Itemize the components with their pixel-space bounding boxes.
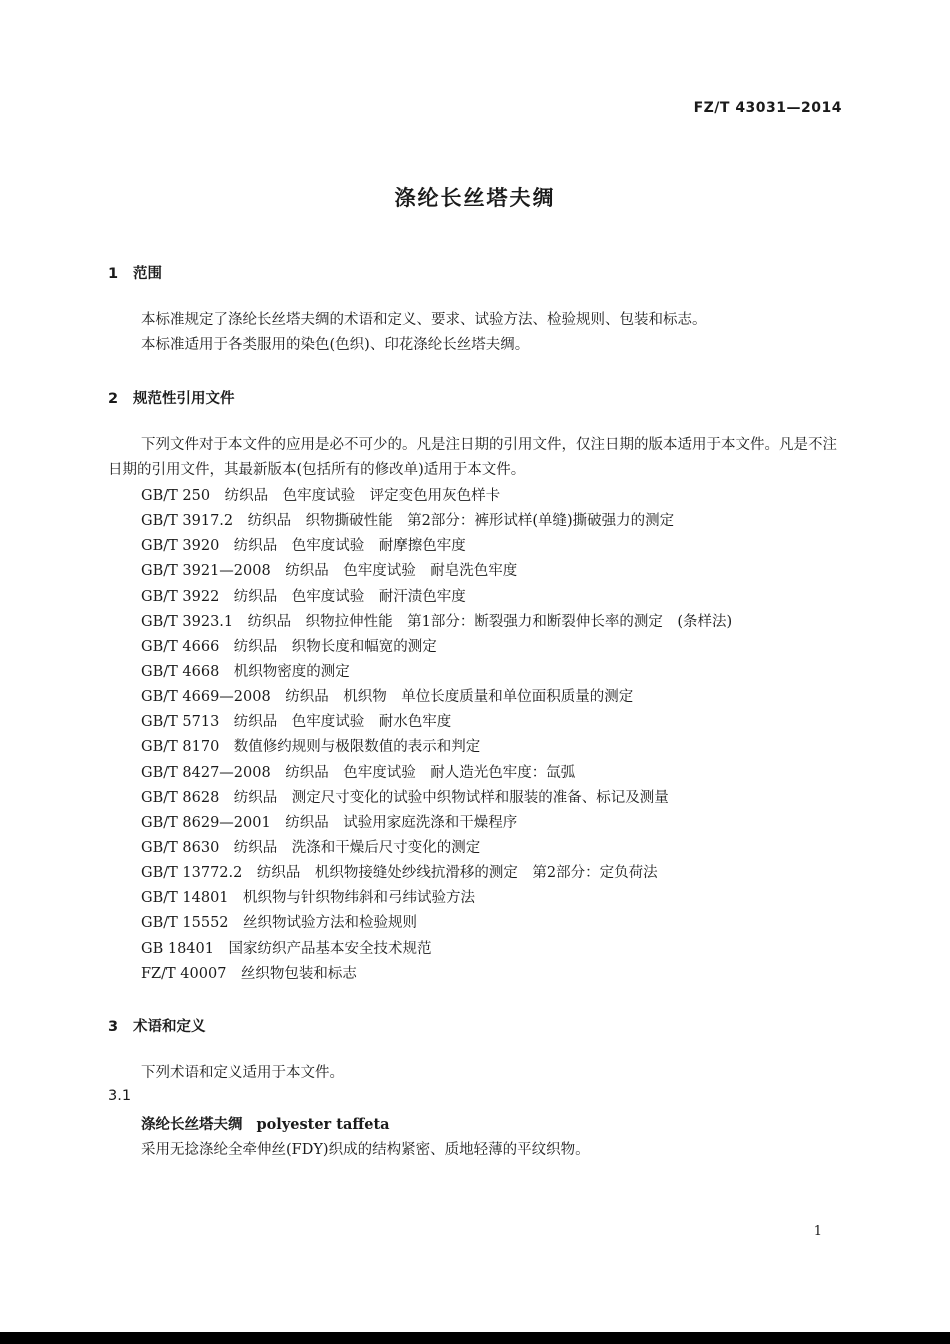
section-3-heading	[108, 1015, 206, 1036]
section-number: 1	[108, 266, 119, 282]
page-number: 1	[813, 1224, 822, 1239]
section-number: 3	[108, 1019, 119, 1035]
reference-item: GB/T 4669—2008 纺织品 机织物 单位长度质量和单位面积质量的测定	[141, 689, 634, 706]
section-1-heading	[108, 262, 162, 283]
reference-item: GB/T 3920 纺织品 色牢度试验 耐摩擦色牢度	[141, 538, 466, 555]
reference-item: GB/T 3922 纺织品 色牢度试验 耐汗渍色牢度	[141, 588, 466, 605]
scope-paragraph-2: 本标准适用于各类服用的染色(色织)、印花涤纶长丝塔夫绸。	[141, 337, 530, 353]
reference-item: GB/T 3923.1 纺织品 织物拉伸性能 第1部分：断裂强力和断裂伸长率的测定 (条样法)	[141, 613, 733, 630]
section-2-heading	[108, 387, 235, 408]
reference-item: FZ/T 40007 丝织物包装和标志	[141, 965, 357, 982]
reference-item: GB/T 4668 机织物密度的测定	[141, 663, 350, 680]
reference-item: GB/T 8630 纺织品 洗涤和干燥后尺寸变化的测定	[141, 839, 481, 856]
standard-code: FZ/T 43031—2014	[693, 100, 842, 116]
normative-references-list	[141, 484, 732, 987]
term-name	[141, 1113, 390, 1134]
reference-item: GB/T 8628 纺织品 测定尺寸变化的试验中织物试样和服装的准备、标记及测量	[141, 789, 669, 806]
term-number: 3.1	[108, 1088, 132, 1104]
reference-item: GB/T 3921—2008 纺织品 色牢度试验 耐皂洗色牢度	[141, 563, 518, 580]
scope-paragraph-1: 本标准规定了涤纶长丝塔夫绸的术语和定义、要求、试验方法、检验规则、包装和标志。	[141, 312, 707, 328]
reference-item: GB/T 15552 丝织物试验方法和检验规则	[141, 915, 418, 932]
terms-intro: 下列术语和定义适用于本文件。	[141, 1065, 344, 1081]
term-name-cn: 涤纶长丝塔夫绸	[141, 1116, 243, 1133]
document-title: 涤纶长丝塔夫绸	[394, 186, 556, 210]
bottom-border	[0, 1332, 950, 1344]
reference-item: GB/T 3917.2 纺织品 织物撕破性能 第2部分：裤形试样(单缝)撕破强力的测定	[141, 513, 675, 530]
references-intro: 下列文件对于本文件的应用是必不可少的。凡是注日期的引用文件，仅注日期的版本适用于本文件。凡是不注日期的引用文件，其最新版本(包括所有的修改单)适用于本文件。	[108, 437, 837, 478]
reference-item: GB/T 13772.2 纺织品 机织物接缝处纱线抗滑移的测定 第2部分：定负荷法	[141, 865, 658, 882]
section-title: 范围	[133, 266, 162, 282]
reference-item: GB/T 250 纺织品 色牢度试验 评定变色用灰色样卡	[141, 488, 501, 504]
term-definition: 采用无捻涤纶全牵伸丝(FDY)织成的结构紧密、质地轻薄的平纹织物。	[141, 1142, 590, 1158]
section-title: 规范性引用文件	[133, 391, 235, 407]
reference-item: GB/T 4666 纺织品 织物长度和幅宽的测定	[141, 638, 437, 655]
reference-item: GB/T 5713 纺织品 色牢度试验 耐水色牢度	[141, 714, 452, 731]
term-name-en: polyester taffeta	[256, 1116, 390, 1133]
section-title: 术语和定义	[133, 1019, 206, 1035]
reference-item: GB/T 8170 数值修约规则与极限数值的表示和判定	[141, 739, 481, 756]
reference-item: GB/T 8629—2001 纺织品 试验用家庭洗涤和干燥程序	[141, 814, 518, 831]
reference-item: GB 18401 国家纺织产品基本安全技术规范	[141, 940, 432, 957]
reference-item: GB/T 8427—2008 纺织品 色牢度试验 耐人造光色牢度：氙弧	[141, 764, 576, 781]
section-number: 2	[108, 391, 119, 407]
reference-item: GB/T 14801 机织物与针织物纬斜和弓纬试验方法	[141, 890, 476, 907]
